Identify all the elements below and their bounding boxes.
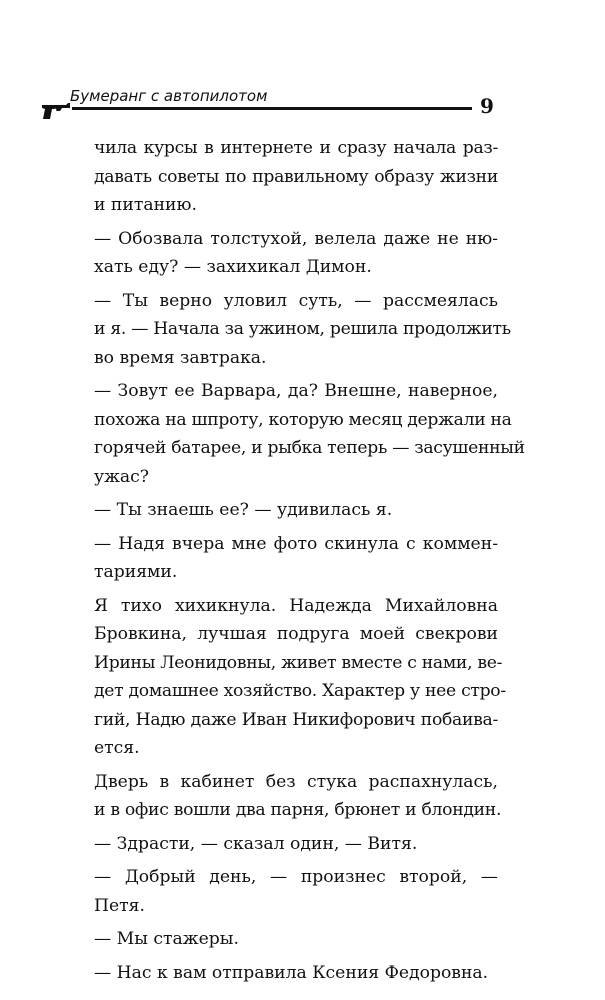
paragraph — [94, 830, 498, 859]
text-line: хать еду? — захихикал Димон. — [94, 257, 372, 277]
paragraph — [94, 530, 498, 587]
text-line: — Надя вчера мне фото скинула с коммен- — [94, 533, 498, 554]
text-line: Петя. — [94, 895, 145, 916]
text-line: ется. — [94, 738, 140, 758]
text-line: во время завтрака. — [94, 347, 267, 368]
paragraph — [94, 592, 506, 763]
paragraph — [94, 959, 498, 988]
text-line: Бровкина, лучшая подруга моей свекрови — [94, 624, 498, 644]
text-line: — Ты верно уловил суть, — рассмеялась — [94, 290, 498, 311]
revolver-icon — [40, 99, 72, 121]
text-line: ужас? — [94, 466, 150, 487]
text-line: Я тихо хихикнула. Надежда Михайловна — [94, 595, 498, 616]
paragraph — [94, 768, 502, 825]
text-line: — Обозвала толстухой, велела даже не ню- — [94, 228, 498, 249]
text-line: и я. — Начала за ужином, решила продолжить — [94, 319, 511, 339]
text-line: тариями. — [94, 562, 178, 582]
text-line: — Добрый день, — произнес второй, — — [94, 867, 498, 887]
text-line: — Мы стажеры. — [94, 929, 239, 949]
text-line: горячей батарее, и рыбка теперь — засушенный — [94, 438, 525, 458]
header-rule — [72, 107, 472, 110]
body-text — [94, 134, 525, 992]
text-line: чила курсы в интернете и сразу начала раз- — [94, 138, 498, 158]
page-header — [0, 80, 605, 130]
text-line: — Здрасти, — сказал один, — Витя. — [94, 833, 418, 854]
page-number: 9 — [480, 94, 494, 118]
paragraph — [94, 925, 498, 954]
paragraph — [94, 496, 498, 525]
text-line: похожа на шпроту, которую месяц держали на — [94, 409, 512, 430]
paragraph — [94, 225, 498, 282]
text-line: — Нас к вам отправила Ксения Федоровна. — [94, 962, 489, 983]
text-line: — Ты знаешь ее? — удивилась я. — [94, 500, 393, 520]
text-line: гий, Надю даже Иван Никифорович побаива- — [94, 709, 498, 730]
text-line: — Зовут ее Варвара, да? Внешне, наверное, — [94, 381, 498, 401]
running-title: Бумеранг с автопилотом — [70, 87, 268, 105]
paragraph — [94, 287, 511, 373]
paragraph — [94, 134, 498, 220]
text-line: давать советы по правильному образу жизни — [94, 166, 498, 187]
text-line: Дверь в кабинет без стука распахнулась, — [94, 771, 498, 792]
paragraph — [94, 377, 525, 491]
text-line: Ирины Леонидовны, живет вместе с нами, ве- — [94, 652, 503, 673]
text-line: дет домашнее хозяйство. Характер у нее стро- — [94, 681, 506, 701]
text-line: и в офис вошли два парня, брюнет и блондин. — [94, 800, 502, 820]
paragraph — [94, 863, 498, 920]
text-line: и питанию. — [94, 195, 197, 215]
